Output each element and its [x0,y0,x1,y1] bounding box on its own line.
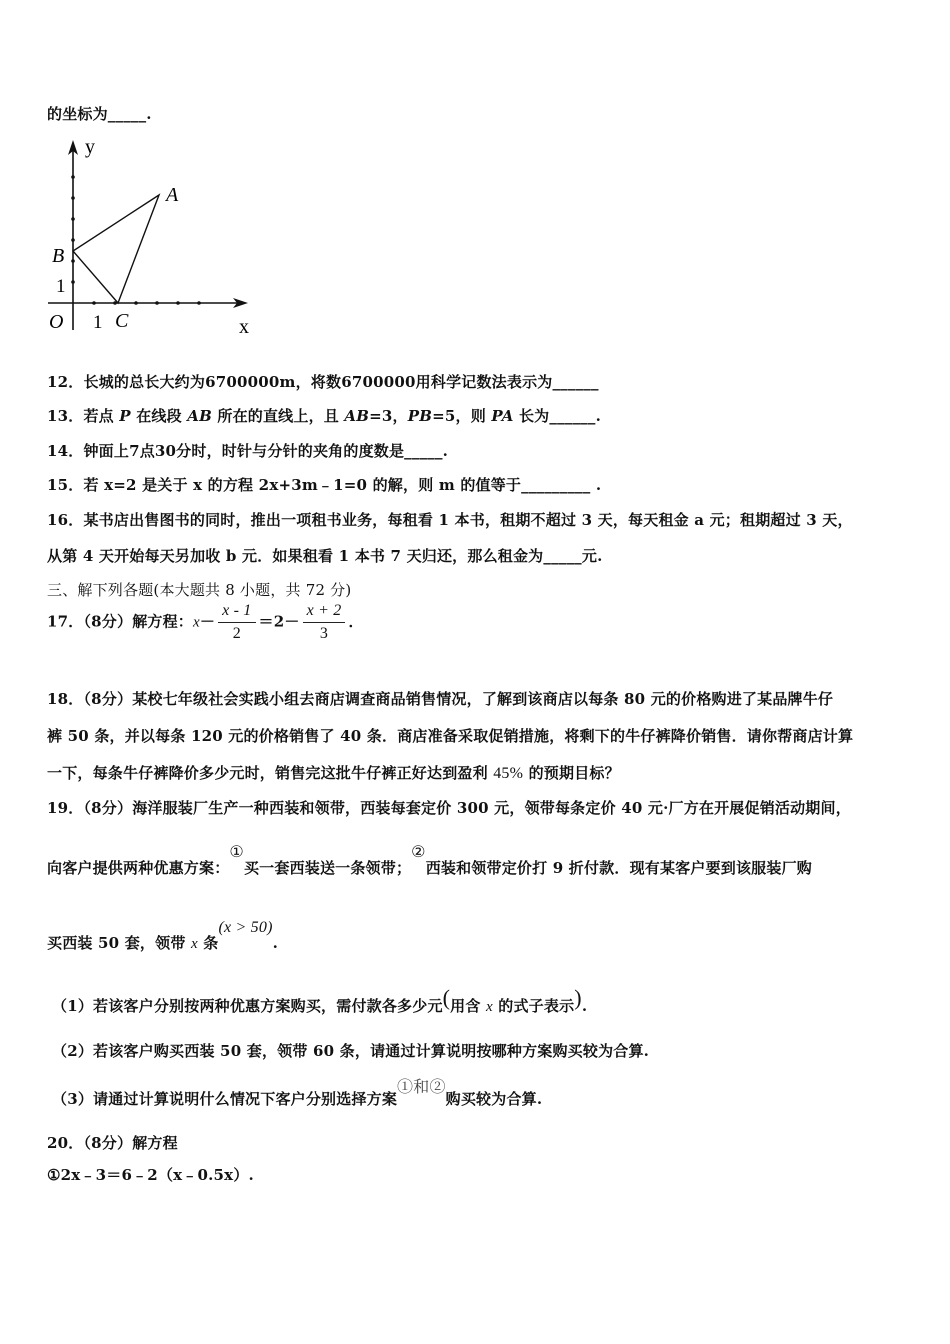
q19-condition: (x > 50) [218,919,273,936]
q18-line3a: 一下，每条牛仔裤降价多少元时，销售完这批牛仔裤正好达到盈利 [47,764,494,782]
q19-p1-lparen: ( [442,985,451,1010]
q19-line2a: 向客户提供两种优惠方案： [47,859,230,877]
q13-mid4: =5，则 [432,407,492,425]
question-19-part-2: （2）若该客户购买西装 50 套，领带 60 条，请通过计算说明按哪种方案购买较为合算. [52,1042,650,1060]
triangle-abc [73,195,159,303]
q19-p1x: x [486,999,493,1015]
q13-ab2: AB [344,407,370,425]
label-one-x: 1 [93,312,103,333]
q13-ab: AB [187,407,212,425]
question-14: 14．钟面上7点30分时，时针与分针的夹角的度数是_____. [47,442,449,460]
axis-x-label: x [239,316,249,338]
q17-fraction-1 [218,602,255,643]
q19-line2c: 西装和领带定价打 9 折付款．现有某客户要到该服装厂购 [425,859,812,877]
q17-num1: x - 1 [218,602,255,623]
q19-line2b: 买一套西装送一条领带； [243,859,412,877]
label-one-y: 1 [56,276,66,297]
question-20-part-1: ①2x﹣3＝6﹣2（x﹣0.5x）. [47,1166,254,1184]
q17-x: x [193,614,200,631]
label-b: B [52,245,65,267]
q17-den2: 3 [319,625,329,642]
coordinate-figure [40,135,270,340]
question-19-part-3 [52,1079,543,1109]
question-15: 15．若 x=2 是关于 x 的方程 2x+3m﹣1=0 的解，则 m 的值等于_________ . [47,476,602,494]
q13-mid2: 所在的直线上，且 [211,407,345,425]
q13-pb: PB [407,407,433,425]
label-c: C [115,310,129,332]
q13-mid1: 在线段 [130,407,188,425]
section-3-heading: 三、解下列各题(本大题共 8 小题，共 72 分) [47,581,352,599]
q19-p3-options: ①和② [397,1079,446,1096]
q19-p1-rparen: ) [574,985,582,1010]
q19-option-2-mark: ② [411,844,426,861]
q19-option-1-mark: ① [229,844,244,861]
question-18-line1: 18．（8分）某校七年级社会实践小组去商店调查商品销售情况，了解到该商店以每条 80 元的价格购进了某品牌牛仔 [47,690,834,708]
question-18-line2: 裤 50 条，并以每条 120 元的价格销售了 40 条．商店准备采取促销措施，将剩下的牛仔裤降价销售．请你帮商店计算 [47,727,854,745]
question-19-line3 [47,919,279,953]
q17-den1: 2 [232,625,241,642]
question-16-line1: 16．某书店出售图书的同时，推出一项租书业务，每租看 1 本书，租期不超过 3 天，每天租金 a 元；租期超过 3 天， [47,511,853,529]
q13-suffix: 长为______. [513,407,602,425]
q19-x: x [190,936,198,952]
question-12: 12．长城的总长大约为6700000m，将数6700000用科学记数法表示为______ [47,373,599,391]
q19-p1c: 的式子表示 [492,997,575,1015]
q17-end: ． [348,612,364,631]
q19-p3b: 购买较为合算. [445,1090,543,1108]
question-13 [47,405,601,426]
q13-prefix: 13．若点 [47,407,120,425]
q19-line3b: 条 [197,934,219,952]
q19-line3c: . [272,934,279,952]
question-19-part-1 [52,985,588,1017]
q17-prefix: 17．（8分）解方程： [47,612,194,631]
question-17 [47,602,364,643]
q17-num2: x + 2 [303,602,346,623]
q19-p1d: . [581,997,588,1015]
q19-p3a: （3）请通过计算说明什么情况下客户分别选择方案 [52,1090,398,1108]
q19-p1b: 用含 [450,997,486,1015]
axis-y-label: y [85,136,95,158]
q13-pa: PA [491,407,514,425]
q19-line3a: 买西装 50 套，领带 [47,934,191,952]
q19-p1a: （1）若该客户分别按两种优惠方案购买，需付款各多少元 [52,997,443,1015]
question-18-line3 [47,762,620,783]
question-20: 20．（8分）解方程 [47,1134,178,1152]
question-16-line2: 从第 4 天开始每天另加收 b 元．如果租看 1 本书 7 天归还，那么租金为_____元. [47,547,603,565]
intro-line: 的坐标为_____. [47,105,152,123]
question-19-line1: 19．（8分）海洋服装厂生产一种西装和领带，西装每套定价 300 元，领带每条定价 40 元·厂方在开展促销活动期间， [47,799,851,817]
label-o: O [49,311,64,333]
question-19-line2 [47,844,812,878]
label-a: A [166,184,179,206]
q18-percent: 45% [493,765,524,782]
q17-minus: － [199,612,216,631]
q18-line3b: 的预期目标？ [523,764,620,782]
q17-fraction-2 [303,602,346,643]
q13-mid3: =3， [369,407,408,425]
q13-p: P [119,407,131,425]
q17-eq: ＝2－ [258,612,300,631]
